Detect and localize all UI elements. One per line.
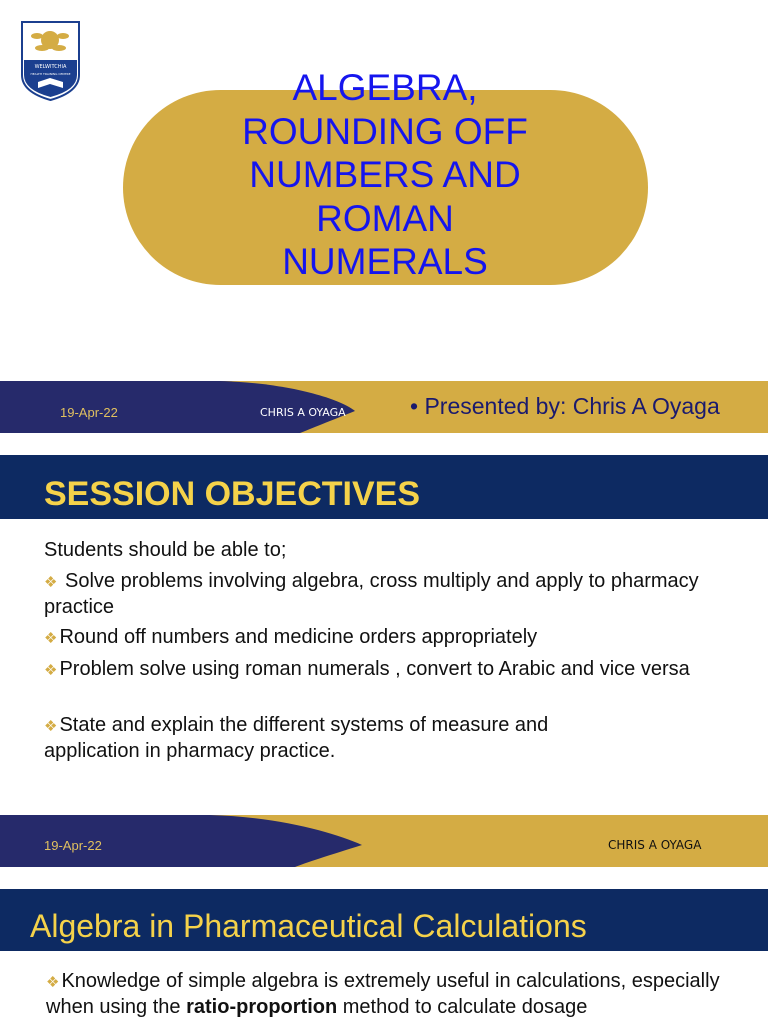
objective-text: Round off numbers and medicine orders appropriately: [59, 626, 538, 648]
footer-author: CHRIS A OYAGA: [608, 838, 702, 852]
body-paragraph: [46, 969, 746, 1019]
objective-item: [44, 625, 724, 651]
footer-author: CHRIS A OYAGA: [260, 406, 346, 419]
welwitchia-logo: [20, 20, 81, 102]
objective-item: [44, 569, 724, 619]
slide-gap: [0, 433, 768, 455]
diamond-bullet-icon: ❖: [44, 630, 58, 647]
diamond-bullet-icon: ❖: [44, 662, 58, 679]
title-slide: [0, 0, 768, 433]
diamond-bullet-icon: ❖: [46, 974, 60, 991]
paragraph-text: Knowledge of simple algebra is extremely useful in calculations, especially when using the: [46, 970, 720, 1018]
section-heading: Algebra in Pharmaceutical Calculations: [30, 908, 587, 944]
objective-text: Problem solve using roman numerals , convert to Arabic and vice versa: [59, 658, 690, 680]
objective-item: [44, 657, 724, 683]
paragraph-text-end: method to calculate dosage: [337, 996, 588, 1018]
slide-gap: [0, 867, 768, 889]
slide-title: ALGEBRA, ROUNDING OFF NUMBERS AND ROMAN NUMERALS: [242, 67, 528, 282]
diamond-bullet-icon: ❖: [44, 718, 58, 735]
algebra-slide: [0, 889, 768, 1024]
objective-item: [44, 713, 644, 763]
objective-text: State and explain the different systems of measure and application in pharmacy practice.: [44, 714, 549, 762]
logo-subtitle: HEALTH TRAINING CENTRE: [30, 72, 71, 76]
footer-date: 19-Apr-22: [44, 838, 102, 853]
footer-date: 19-Apr-22: [60, 405, 118, 420]
diamond-bullet-icon: ❖: [44, 574, 58, 591]
presenter-line: • Presented by: Chris A Oyaga: [410, 393, 720, 419]
objectives-slide: [0, 455, 768, 867]
section-heading: SESSION OBJECTIVES: [44, 475, 420, 513]
intro-text: Students should be able to;: [44, 539, 287, 561]
logo-name: WELWITCHIA: [34, 64, 67, 70]
objective-text: Solve problems involving algebra, cross multiply and apply to pharmacy practice: [44, 570, 699, 618]
bold-term: ratio-proportion: [186, 996, 338, 1018]
